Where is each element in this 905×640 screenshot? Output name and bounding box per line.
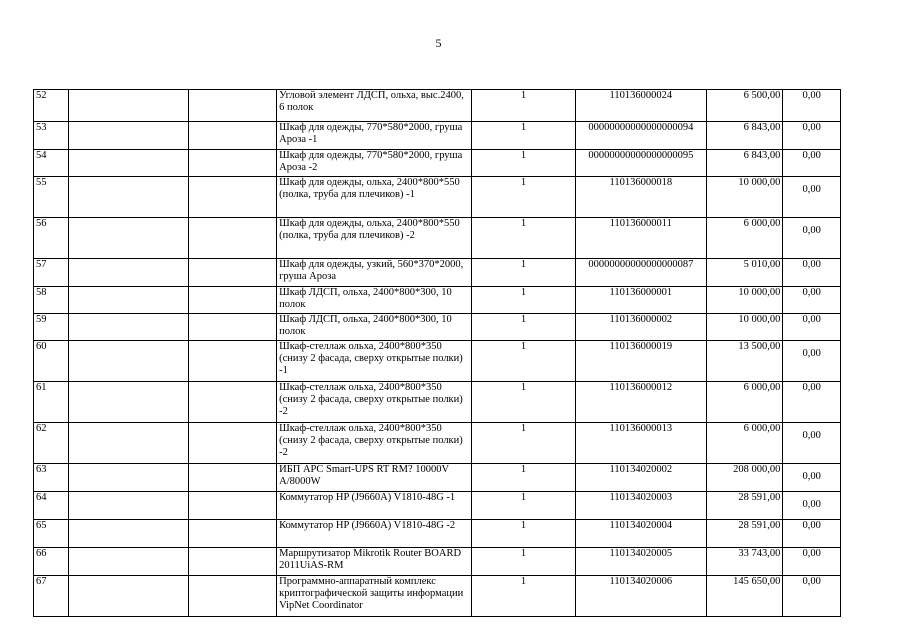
row-number: 57 (34, 259, 69, 287)
item-quantity: 1 (472, 423, 576, 464)
row-number: 60 (34, 341, 69, 382)
table-row (34, 259, 841, 287)
empty-cell (189, 122, 277, 150)
item-name: ИБП APC Smart-UPS RT RM? 10000V A/8000W (277, 464, 472, 492)
empty-cell (189, 576, 277, 617)
table-row (34, 548, 841, 576)
empty-cell (189, 423, 277, 464)
empty-cell (68, 423, 189, 464)
inventory-code: 110134020005 (575, 548, 706, 576)
empty-cell (68, 259, 189, 287)
item-price: 208 000,00 (706, 464, 783, 492)
item-name: Шкаф ЛДСП, ольха, 2400*800*300, 10 полок (277, 314, 472, 341)
empty-cell (189, 492, 277, 520)
row-number: 59 (34, 314, 69, 341)
item-name: Шкаф для одежды, 770*580*2000, груша Ароза -2 (277, 150, 472, 177)
inventory-code: 110136000011 (575, 218, 706, 259)
item-quantity: 1 (472, 90, 576, 122)
empty-cell (189, 177, 277, 218)
item-price: 10 000,00 (706, 287, 783, 314)
item-quantity: 1 (472, 122, 576, 150)
inventory-code: 110136000019 (575, 341, 706, 382)
table-row (34, 287, 841, 314)
item-quantity: 1 (472, 314, 576, 341)
row-number: 56 (34, 218, 69, 259)
residual-value: 0,00 (783, 259, 841, 287)
empty-cell (68, 576, 189, 617)
empty-cell (189, 90, 277, 122)
row-number: 61 (34, 382, 69, 423)
inventory-code: 110134020006 (575, 576, 706, 617)
item-name: Программно-аппаратный комплекс криптографической защиты информации VipNet Coordinator (277, 576, 472, 617)
empty-cell (68, 382, 189, 423)
residual-value: 0,00 (783, 287, 841, 314)
empty-cell (68, 150, 189, 177)
table-row (34, 423, 841, 464)
item-name: Шкаф-стеллаж ольха, 2400*800*350 (снизу 2 фасада, сверху открытые полки) -1 (277, 341, 472, 382)
residual-value: 0,00 (783, 520, 841, 548)
item-quantity: 1 (472, 150, 576, 177)
residual-value: 0,00 (783, 548, 841, 576)
table-row (34, 218, 841, 259)
item-quantity: 1 (472, 548, 576, 576)
item-price: 10 000,00 (706, 177, 783, 218)
row-number: 65 (34, 520, 69, 548)
inventory-code: 110136000018 (575, 177, 706, 218)
row-number: 63 (34, 464, 69, 492)
item-quantity: 1 (472, 341, 576, 382)
item-price: 145 650,00 (706, 576, 783, 617)
empty-cell (68, 177, 189, 218)
table-row (34, 520, 841, 548)
item-name: Шкаф-стеллаж ольха, 2400*800*350 (снизу 2 фасада, сверху открытые полки) -2 (277, 423, 472, 464)
empty-cell (189, 259, 277, 287)
item-price: 6 000,00 (706, 382, 783, 423)
item-name: Шкаф для одежды, ольха, 2400*800*550 (полка, труба для плечиков) -1 (277, 177, 472, 218)
inventory-code: 110134020004 (575, 520, 706, 548)
item-price: 6 000,00 (706, 218, 783, 259)
item-name: Угловой элемент ЛДСП, ольха, выс.2400, 6 полок (277, 90, 472, 122)
empty-cell (189, 341, 277, 382)
residual-value: 0,00 (783, 464, 841, 492)
empty-cell (68, 287, 189, 314)
inventory-code: 110136000024 (575, 90, 706, 122)
inventory-code: 110136000013 (575, 423, 706, 464)
item-name: Маршрутизатор Mikrotik Router BOARD 2011UiAS-RM (277, 548, 472, 576)
empty-cell (189, 150, 277, 177)
row-number: 55 (34, 177, 69, 218)
item-name: Коммутатор HP (J9660A) V1810-48G -1 (277, 492, 472, 520)
item-price: 6 500,00 (706, 90, 783, 122)
item-quantity: 1 (472, 259, 576, 287)
inventory-code: 110136000001 (575, 287, 706, 314)
empty-cell (68, 548, 189, 576)
item-price: 6 000,00 (706, 423, 783, 464)
inventory-code: 110134020003 (575, 492, 706, 520)
empty-cell (68, 218, 189, 259)
empty-cell (68, 314, 189, 341)
item-price: 28 591,00 (706, 492, 783, 520)
empty-cell (68, 341, 189, 382)
empty-cell (189, 520, 277, 548)
residual-value: 0,00 (783, 341, 841, 382)
inventory-code: 110136000012 (575, 382, 706, 423)
empty-cell (68, 122, 189, 150)
empty-cell (189, 548, 277, 576)
item-price: 6 843,00 (706, 150, 783, 177)
inventory-code: 00000000000000000087 (575, 259, 706, 287)
page-number: 5 (435, 36, 442, 50)
item-quantity: 1 (472, 576, 576, 617)
inventory-code: 110136000002 (575, 314, 706, 341)
item-quantity: 1 (472, 218, 576, 259)
table-row (34, 90, 841, 122)
empty-cell (189, 464, 277, 492)
item-name: Шкаф ЛДСП, ольха, 2400*800*300, 10 полок (277, 287, 472, 314)
empty-cell (68, 90, 189, 122)
table-row (34, 150, 841, 177)
row-number: 54 (34, 150, 69, 177)
item-name: Шкаф для одежды, ольха, 2400*800*550 (полка, труба для плечиков) -2 (277, 218, 472, 259)
inventory-code: 00000000000000000095 (575, 150, 706, 177)
item-quantity: 1 (472, 287, 576, 314)
empty-cell (68, 492, 189, 520)
row-number: 53 (34, 122, 69, 150)
item-quantity: 1 (472, 492, 576, 520)
row-number: 58 (34, 287, 69, 314)
table-row (34, 464, 841, 492)
table-row (34, 492, 841, 520)
item-price: 28 591,00 (706, 520, 783, 548)
residual-value: 0,00 (783, 314, 841, 341)
row-number: 52 (34, 90, 69, 122)
residual-value: 0,00 (783, 382, 841, 423)
empty-cell (189, 218, 277, 259)
row-number: 66 (34, 548, 69, 576)
item-name: Шкаф для одежды, 770*580*2000, груша Ароза -1 (277, 122, 472, 150)
item-quantity: 1 (472, 177, 576, 218)
residual-value: 0,00 (783, 122, 841, 150)
residual-value: 0,00 (783, 90, 841, 122)
residual-value: 0,00 (783, 576, 841, 617)
inventory-code: 00000000000000000094 (575, 122, 706, 150)
inventory-table (33, 89, 841, 617)
item-price: 5 010,00 (706, 259, 783, 287)
item-price: 6 843,00 (706, 122, 783, 150)
table-row (34, 314, 841, 341)
row-number: 62 (34, 423, 69, 464)
item-quantity: 1 (472, 520, 576, 548)
empty-cell (68, 520, 189, 548)
row-number: 64 (34, 492, 69, 520)
row-number: 67 (34, 576, 69, 617)
table-row (34, 382, 841, 423)
empty-cell (189, 382, 277, 423)
item-name: Шкаф для одежды, узкий, 560*370*2000, груша Ароза (277, 259, 472, 287)
item-price: 33 743,00 (706, 548, 783, 576)
residual-value: 0,00 (783, 150, 841, 177)
item-quantity: 1 (472, 382, 576, 423)
table-row (34, 177, 841, 218)
empty-cell (189, 314, 277, 341)
item-quantity: 1 (472, 464, 576, 492)
item-name: Коммутатор HP (J9660A) V1810-48G -2 (277, 520, 472, 548)
table-row (34, 341, 841, 382)
table-row (34, 576, 841, 617)
table-row (34, 122, 841, 150)
empty-cell (68, 464, 189, 492)
item-name: Шкаф-стеллаж ольха, 2400*800*350 (снизу 2 фасада, сверху открытые полки) -2 (277, 382, 472, 423)
residual-value: 0,00 (783, 177, 841, 218)
inventory-code: 110134020002 (575, 464, 706, 492)
residual-value: 0,00 (783, 492, 841, 520)
residual-value: 0,00 (783, 423, 841, 464)
residual-value: 0,00 (783, 218, 841, 259)
item-price: 10 000,00 (706, 314, 783, 341)
empty-cell (189, 287, 277, 314)
item-price: 13 500,00 (706, 341, 783, 382)
